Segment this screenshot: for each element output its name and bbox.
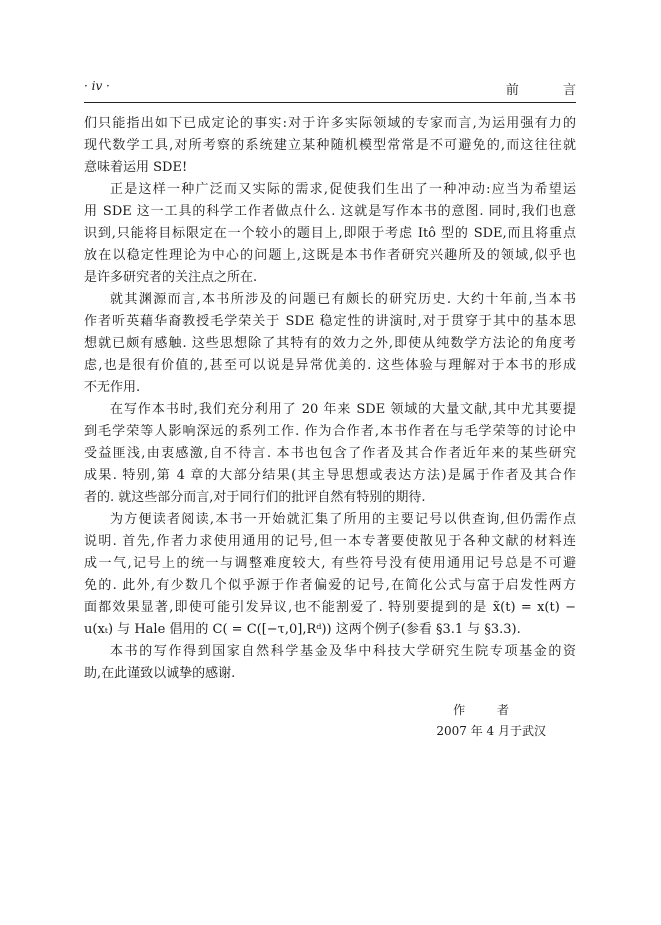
text-line: 免的. 此外,有少数几个似乎源于作者偏爱的记号,在简化公式与富于启发性两方 xyxy=(84,578,576,593)
text-line: 不无作用. xyxy=(84,380,141,395)
text-line: 放在以稳定性理论为中心的问题上,这既是本书作者研究兴趣所及的领域,似乎也 xyxy=(84,248,576,263)
text-line: 面都效果显著,即使可能引发异议,也不能割爱了. 特别要提到的是 x̃(t) = x(t) − xyxy=(84,600,576,615)
paragraph-first-line: 本书的写作得到国家自然科学基金及华中科技大学研究生院专项基金的资 xyxy=(110,644,576,659)
text-line: 虑,也是很有价值的,甚至可以说是异常优美的. 这些体验与理解对于本书的形成 xyxy=(84,358,576,373)
signature-author: 作 者 xyxy=(453,703,523,717)
running-title: 前 言 xyxy=(505,83,596,98)
text-line: 们只能指出如下已成定论的事实:对于许多实际领域的专家而言,为运用强有力的 xyxy=(84,116,576,131)
signature-date: 2007 年 4 月于武汉 xyxy=(436,724,546,738)
paragraph-first-line: 就其渊源而言,本书所涉及的问题已有颇长的研究历史. 大约十年前,当本书 xyxy=(110,292,576,307)
text-line: 作者听英藉华裔教授毛学荣关于 SDE 稳定性的讲演时,对于贯穿于其中的基本思 xyxy=(84,314,576,329)
paragraph-first-line: 在写作本书时,我们充分利用了 20 年来 SDE 领域的大量文献,其中尤其要提 xyxy=(110,402,576,417)
preface-body xyxy=(84,113,576,685)
text-line: u(xₜ) 与 Hale 倡用的 C( = C([−τ,0],Rᵈ)) 这两个例子(参看 §3.1 与 §3.3). xyxy=(84,622,521,637)
text-line: 现代数学工具,对所考察的系统建立某种随机模型常常是不可避免的,而这往往就 xyxy=(84,138,576,153)
text-line: 说明. 首先,作者力求使用通用的记号,但一本专著要使散见于各种文献的材料连 xyxy=(84,534,576,549)
text-line: 意味着运用 SDE! xyxy=(84,160,188,175)
text-line: 者的. 就这些部分而言,对于同行们的批评自然有特别的期待. xyxy=(84,490,426,505)
text-line: 用 SDE 这一工具的科学工作者做点什么. 这就是写作本书的意图. 同时,我们也意 xyxy=(84,204,576,219)
text-line: 到毛学荣等人影响深远的系列工作. 作为合作者,本书作者在与毛学荣等的讨论中 xyxy=(84,424,576,439)
page-number: · iv · xyxy=(84,79,110,93)
page-header xyxy=(84,79,596,98)
text-line: 成果. 特别,第 4 章的大部分结果(其主导思想或表达方法)是属于作者及其合作 xyxy=(84,468,576,483)
text-line: 受益匪浅,由衷感激,自不待言. 本书也包含了作者及其合作者近年来的某些研究 xyxy=(84,446,576,461)
paragraph-first-line: 为方便读者阅读,本书一开始就汇集了所用的主要记号以供查询,但仍需作点 xyxy=(110,512,576,527)
text-line: 助,在此谨致以诚挚的感谢. xyxy=(84,666,236,681)
text-line: 是许多研究者的关注点之所在. xyxy=(84,270,258,285)
paragraph-first-line: 正是这样一种广泛而又实际的需求,促使我们生出了一种冲动:应当为希望运 xyxy=(110,182,576,197)
header-rule xyxy=(84,102,576,103)
text-line: 识到,只能将目标限定在一个较小的题目上,即限于考虑 Itô 型的 SDE,而且将重点 xyxy=(84,226,576,241)
text-line: 成一气,记号上的统一与调整难度较大, 有些符号没有使用通用记号总是不可避 xyxy=(84,556,576,571)
text-line: 想就已颇有感触. 这些思想除了其特有的效力之外,即使从纯数学方法论的角度考 xyxy=(84,336,576,351)
